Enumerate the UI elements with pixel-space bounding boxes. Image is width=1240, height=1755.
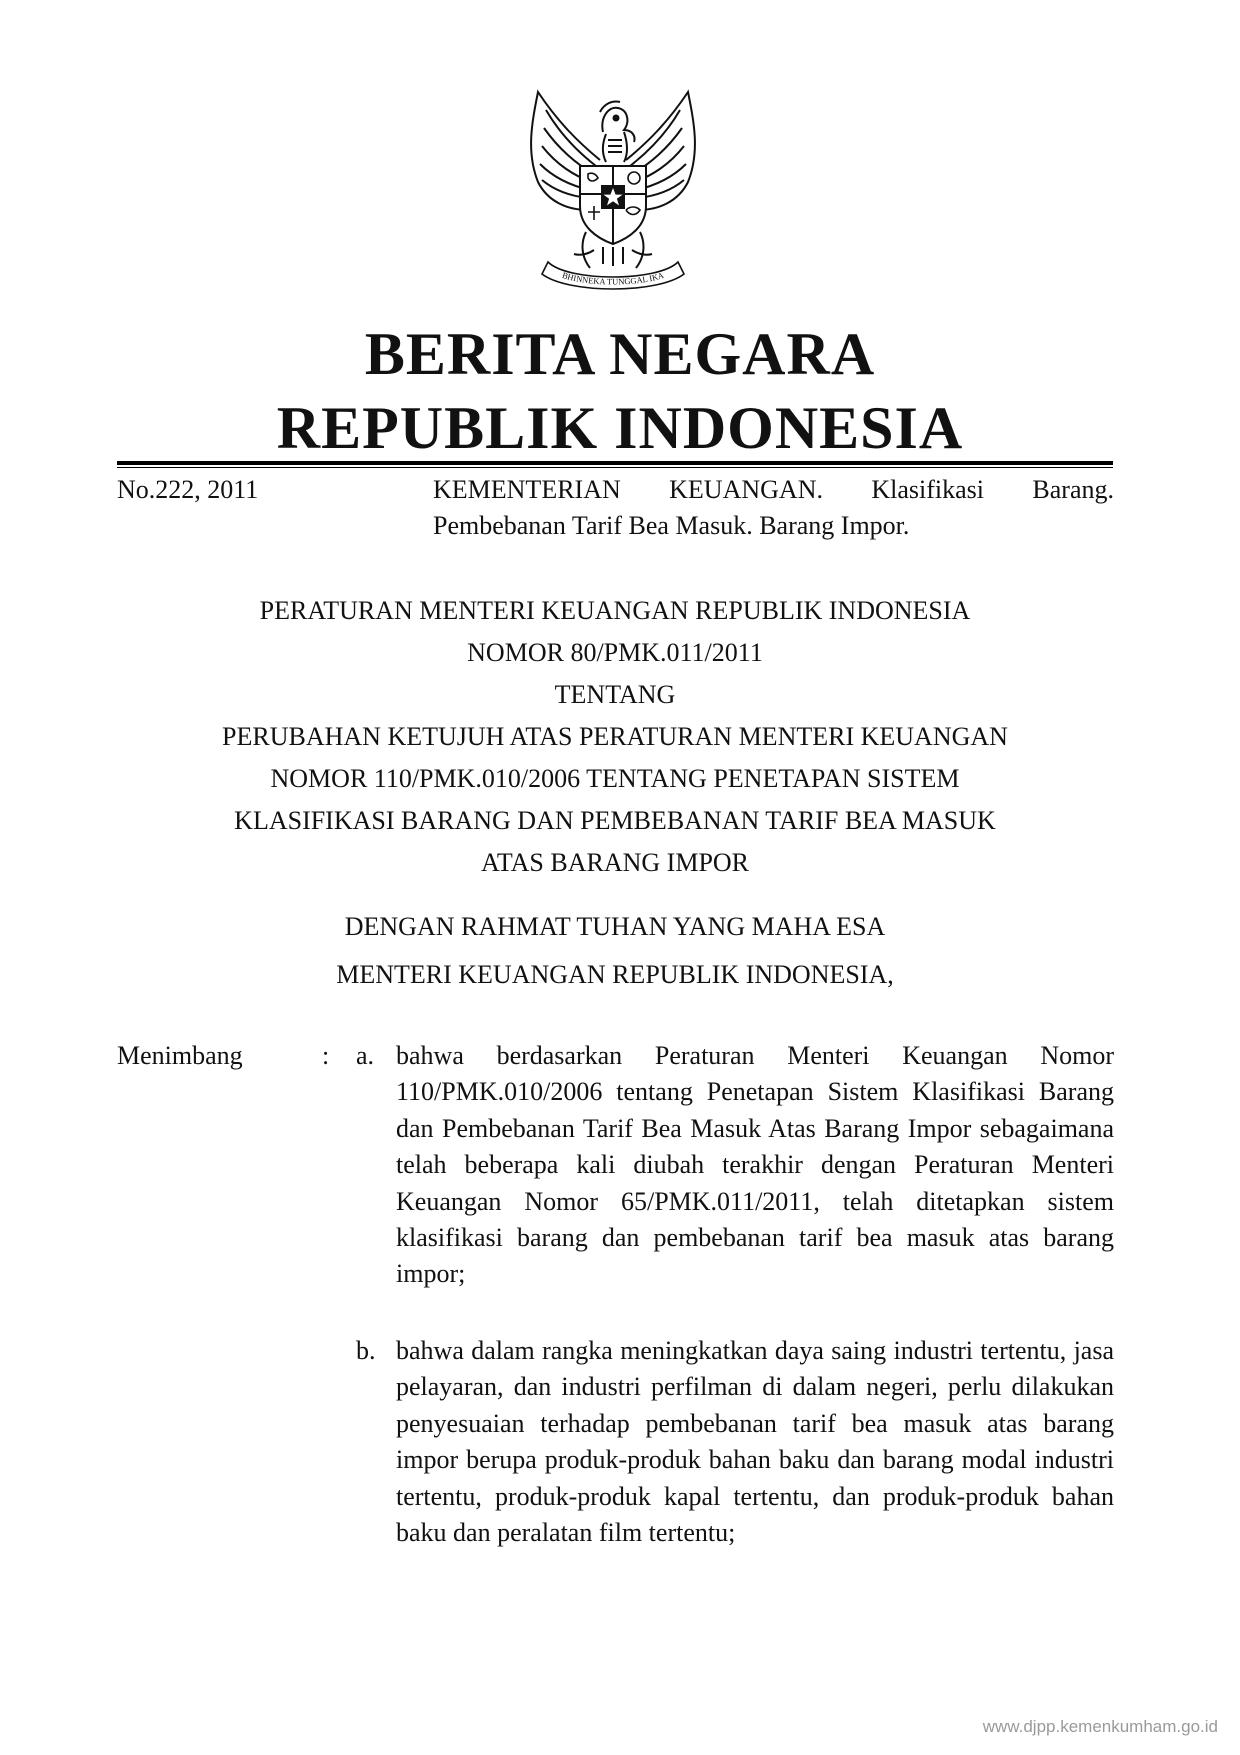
- considering-item-b: bahwa dalam rangka meningkatkan daya saing industri tertentu, jasa pelayaran, dan industri perfilman di dalam negeri, perlu dilakukan penyesuaian terhadap pembebanan tarif bea masuk atas barang impor berupa produk-produk bahan baku dan barang modal industri tertentu, produk-produk kapal tertentu, dan produk-produk bahan baku dan peralatan film tertentu;: [396, 1336, 1114, 1548]
- title-line: PERATURAN MENTERI KEUANGAN REPUBLIK INDONESIA: [259, 596, 971, 625]
- opening-formula: [117, 903, 1113, 999]
- title-line: TENTANG: [554, 680, 676, 709]
- garuda-pancasila-emblem: [508, 82, 718, 297]
- issue-subject-line1: KEMENTERIAN KEUANGAN. Klasifikasi Barang.: [433, 475, 1114, 504]
- masthead-title: BERITA NEGARA: [364, 321, 876, 387]
- opening-line: MENTERI KEUANGAN REPUBLIK INDONESIA,: [336, 960, 894, 989]
- title-line: PERUBAHAN KETUJUH ATAS PERATURAN MENTERI KEUANGAN: [222, 722, 1008, 751]
- title-line: NOMOR 80/PMK.011/2011: [467, 638, 763, 667]
- item-letter-b: b.: [356, 1336, 376, 1365]
- item-letter-a: a.: [356, 1041, 375, 1070]
- considering-label: Menimbang: [117, 1041, 243, 1070]
- regulation-title: [117, 590, 1113, 884]
- masthead-subtitle: REPUBLIK INDONESIA: [276, 395, 964, 461]
- title-line: ATAS BARANG IMPOR: [480, 848, 750, 877]
- masthead-rule-thin: [117, 467, 1113, 468]
- emblem-motto: BHINNEKA TUNGGAL IKA: [561, 269, 665, 287]
- issue-subject-line2: Pembebanan Tarif Bea Masuk. Barang Impor.: [433, 511, 910, 540]
- opening-line: DENGAN RAHMAT TUHAN YANG MAHA ESA: [344, 912, 886, 941]
- masthead-rule-thick: [117, 461, 1113, 465]
- issue-number: No.222, 2011: [117, 475, 259, 504]
- considering-item-a: bahwa berdasarkan Peraturan Menteri Keuangan Nomor 110/PMK.010/2006 tentang Penetapan Sistem Klasifikasi Barang dan Pembebanan Tarif Bea Masuk Atas Barang Impor sebagaimana telah beberapa kali diubah terakhir dengan Peraturan Menteri Keuangan Nomor 65/PMK.011/2011, telah ditetapkan sistem klasifikasi barang dan pembebanan tarif bea masuk atas barang impor;: [396, 1041, 1114, 1289]
- title-line: KLASIFIKASI BARANG DAN PEMBEBANAN TARIF BEA MASUK: [234, 806, 996, 835]
- considering-colon: :: [322, 1041, 330, 1070]
- footer-watermark-url: www.djpp.kemenkumham.go.id: [982, 1717, 1218, 1736]
- title-line: NOMOR 110/PMK.010/2006 TENTANG PENETAPAN SISTEM: [270, 764, 960, 793]
